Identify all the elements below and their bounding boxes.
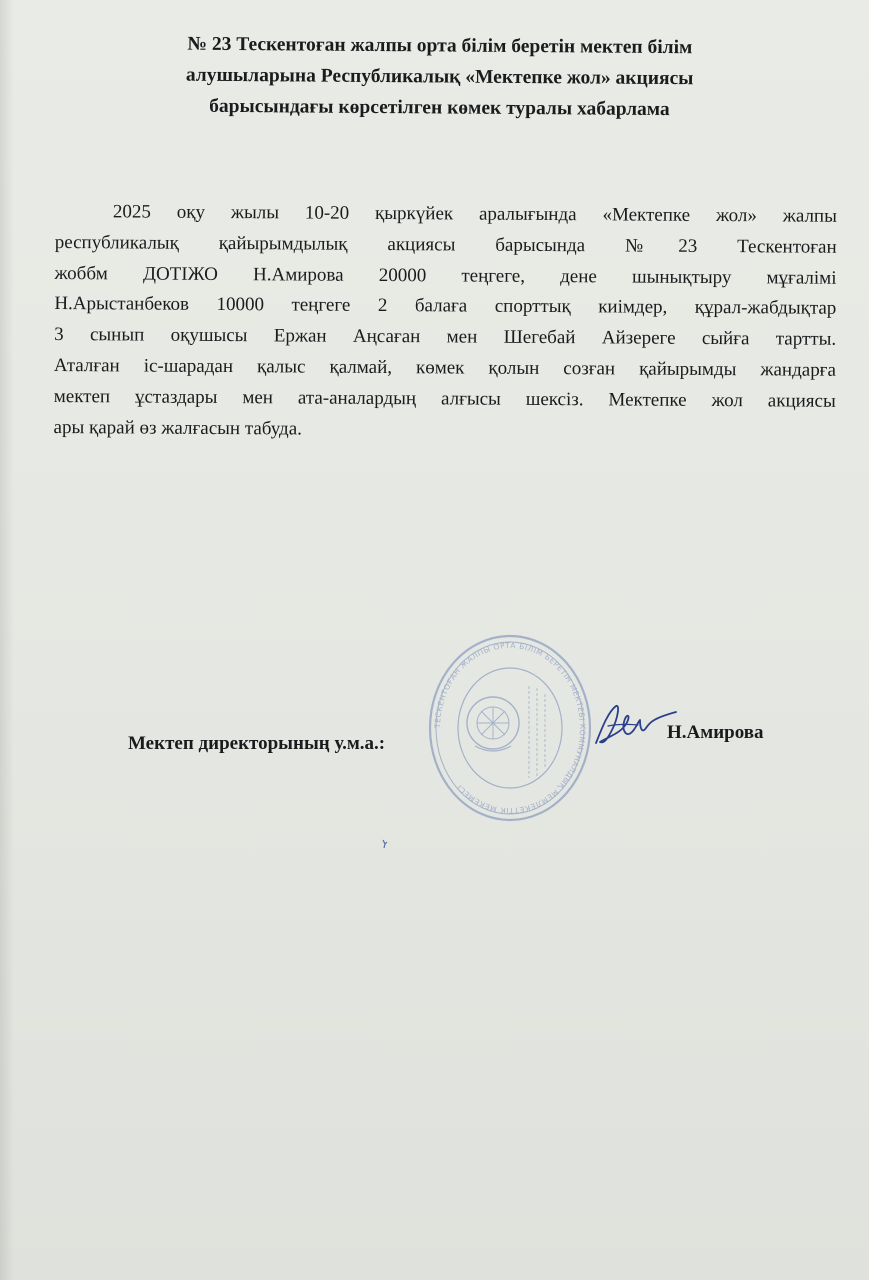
body-line: республикалық қайырымдылық акциясы барысында №23 Тескентоған <box>54 231 837 258</box>
document-title <box>89 28 790 126</box>
title-line-3: барысындағы көрсетілген көмек туралы хабарлама <box>209 95 670 121</box>
body-line: 2025 оқу жылы 10-20 қыркүйек аралығында «Мектепке жол» жалпы <box>112 201 837 227</box>
body-line: ары қарай өз жалғасын табуда. <box>53 416 302 440</box>
body-line: жоббм ДОТІЖО Н.Амирова 20000 теңгеге, дене шынықтыру мұғалімі <box>54 262 837 289</box>
document-body <box>53 197 836 448</box>
ink-speck <box>380 838 390 850</box>
signature-label: Мектеп директорының у.м.а.: <box>128 733 386 754</box>
stamp-ring-text: ТЕСКЕНТОҒАН ЖАЛПЫ ОРТА БІЛІМ БЕРЕТІН МЕКТЕБІ КОММУНАЛДЫҚ МЕМЛЕКЕТТІК МЕКЕМЕСІ <box>432 640 588 816</box>
title-line-1: № 23 Тескентоған жалпы орта білім беретін мектеп білім <box>187 33 693 59</box>
body-line: Аталған іс-шарадан қалыс қалмай, көмек қолын созған қайырымды жандарға <box>53 354 837 381</box>
body-line: мектеп ұстаздары мен ата-аналардың алғысы шексіз. Мектепке жол акциясы <box>53 385 836 412</box>
official-stamp <box>425 628 595 828</box>
page-edge-shadow <box>0 0 14 1280</box>
handwritten-signature <box>588 698 678 753</box>
svg-text:ТЕСКЕНТОҒАН ЖАЛПЫ ОРТА БІЛІМ Б <box>433 641 587 815</box>
title-line-2: алушыларына Республикалық «Мектепке жол» акциясы <box>185 64 694 90</box>
body-line: Н.Арыстанбеков 10000 теңгеге 2 балаға спорттық киімдер, құрал-жабдықтар <box>54 293 837 320</box>
signer-name: Н.Амирова <box>667 722 764 743</box>
body-line: 3 сынып оқушысы Ержан Аңсаған мен Шегебай Айзереге сыйға тартты. <box>54 324 837 350</box>
